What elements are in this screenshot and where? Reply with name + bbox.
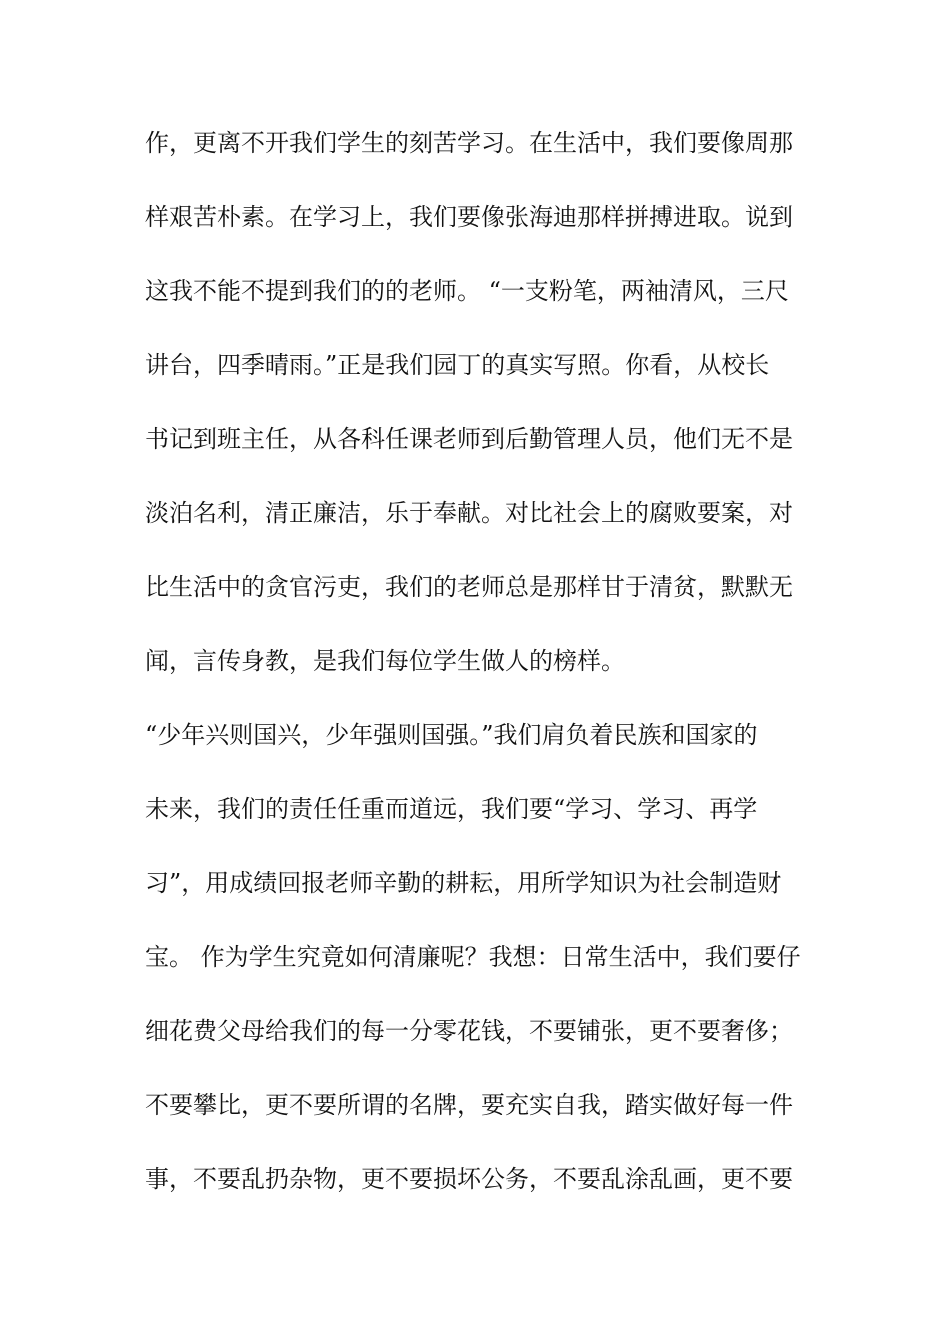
text-line: 讲台，四季晴雨。”正是我们园丁的真实写照。你看，从校长 [145, 351, 770, 379]
text-line: 书记到班主任，从各科任课老师到后勤管理人员，他们无不是 [145, 425, 793, 453]
text-line: 细花费父母给我们的每一分零花钱，不要铺张，更不要奢侈； [145, 1017, 793, 1045]
text-line: 这我不能不提到我们的的老师。 “一支粉笔，两袖清风，三尺 [145, 277, 789, 305]
text-line: 事，不要乱扔杂物，更不要损坏公务，不要乱涂乱画，更不要 [145, 1165, 793, 1193]
text-line: 作，更离不开我们学生的刻苦学习。在生活中，我们要像周那 [145, 129, 793, 157]
text-line: 比生活中的贪官污吏，我们的老师总是那样甘于清贫，默默无 [145, 573, 793, 601]
text-line: 淡泊名利，清正廉洁，乐于奉献。对比社会上的腐败要案，对 [145, 499, 793, 527]
text-line: 宝。 作为学生究竟如何清廉呢？我想：日常生活中，我们要仔 [145, 943, 801, 971]
text-line: 闻，言传身教，是我们每位学生做人的榜样。 [145, 647, 625, 675]
text-line: 未来，我们的责任任重而道远，我们要“学习、学习、再学 [145, 795, 758, 823]
text-line: 习”，用成绩回报老师辛勤的耕耘，用所学知识为社会制造财 [145, 869, 782, 897]
text-line: 不要攀比，更不要所谓的名牌，要充实自我，踏实做好每一件 [145, 1091, 793, 1119]
text-line: “少年兴则国兴，少年强则国强。”我们肩负着民族和国家的 [145, 721, 758, 749]
text-line: 样艰苦朴素。在学习上，我们要像张海迪那样拼搏进取。说到 [145, 203, 793, 231]
